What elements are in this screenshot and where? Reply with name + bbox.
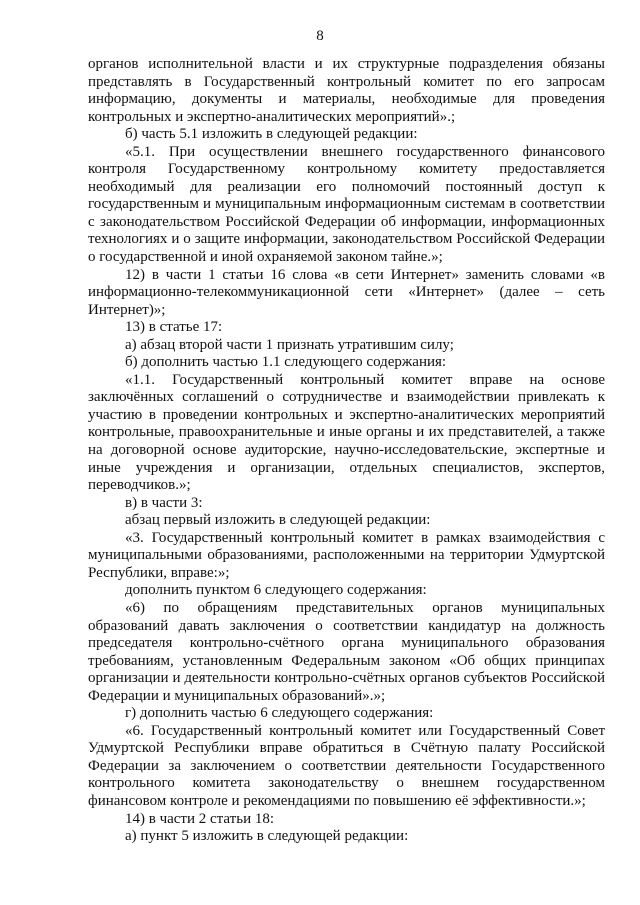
paragraph: г) дополнить частью 6 следующего содержания:	[125, 705, 434, 722]
paragraph: «3. Государственный контрольный комитет в рамках взаимодействия с муниципальными образованиями, расположенными на территории Удмуртской Республики, вправе:»;	[88, 529, 605, 581]
paragraph: а) пункт 5 изложить в следующей редакции:	[125, 828, 409, 845]
paragraph: б) часть 5.1 изложить в следующей редакции:	[125, 126, 418, 143]
page-number: 8	[316, 28, 324, 44]
paragraph: б) дополнить частью 1.1 следующего содержания:	[125, 354, 447, 371]
paragraph: «1.1. Государственный контрольный комитет вправе на основе заключённых соглашений о сотрудничестве и взаимодействии привлекать к участию в проведении контрольных и экспертно-аналитических мероприятий контрольные, правоохранительные и иные органы и их представителей, а также на договорной основе аудиторские, научно-исследовательские, экспертные и иные учреждения и организации, отдельных специалистов, экспертов, переводчиков.»;	[88, 371, 605, 494]
paragraph: 14) в части 2 статьи 18:	[125, 810, 275, 827]
paragraph: органов исполнительной власти и их структурные подразделения обязаны представлять в Государственный контрольный комитет по его запросам информацию, документы и материалы, необходимые для проведения контрольных и экспертно-аналитических мероприятий».;	[88, 56, 605, 125]
paragraph: «6. Государственный контрольный комитет или Государственный Совет Удмуртской Республики вправе обратиться в Счётную палату Российской Федерации за заключением о соответствии деятельности Государственного контрольного комитета законодательству о внешнем государственном финансовом контроле и рекомендациями по повышению её эффективности.»;	[88, 722, 605, 809]
paragraph: дополнить пунктом 6 следующего содержания:	[125, 582, 427, 599]
paragraph: а) абзац второй части 1 признать утратившим силу;	[125, 336, 454, 353]
paragraph: в) в части 3:	[125, 494, 203, 511]
document-body	[88, 56, 605, 846]
paragraph: «6) по обращениям представительных органов муниципальных образований давать заключения о соответствии кандидатур на должность председателя контрольно-счётного органа муниципального образования требованиям, установленным Федеральным законом «Об общих принципах организации и деятельности контрольно-счётных органов субъектов Российской Федерации и муниципальных образований».»;	[88, 599, 605, 704]
paragraph: абзац первый изложить в следующей редакции:	[125, 512, 431, 529]
paragraph: «5.1. При осуществлении внешнего государственного финансового контроля Государственному контрольному комитету предоставляется необходимый для реализации его полномочий постоянный доступ к государственным и муниципальным информационным системам в соответствии с законодательством Российской Федерации об информации, информационных технологиях и о защите информации, законодательством Российской Федерации о государственной и иной охраняемой законом тайне.»;	[88, 143, 605, 266]
paragraph: 12) в части 1 статьи 16 слова «в сети Интернет» заменить словами «в информационно-телекоммуникационной сети «Интернет» (далее – сеть Интернет)»;	[88, 266, 605, 318]
paragraph: 13) в статье 17:	[125, 319, 223, 336]
